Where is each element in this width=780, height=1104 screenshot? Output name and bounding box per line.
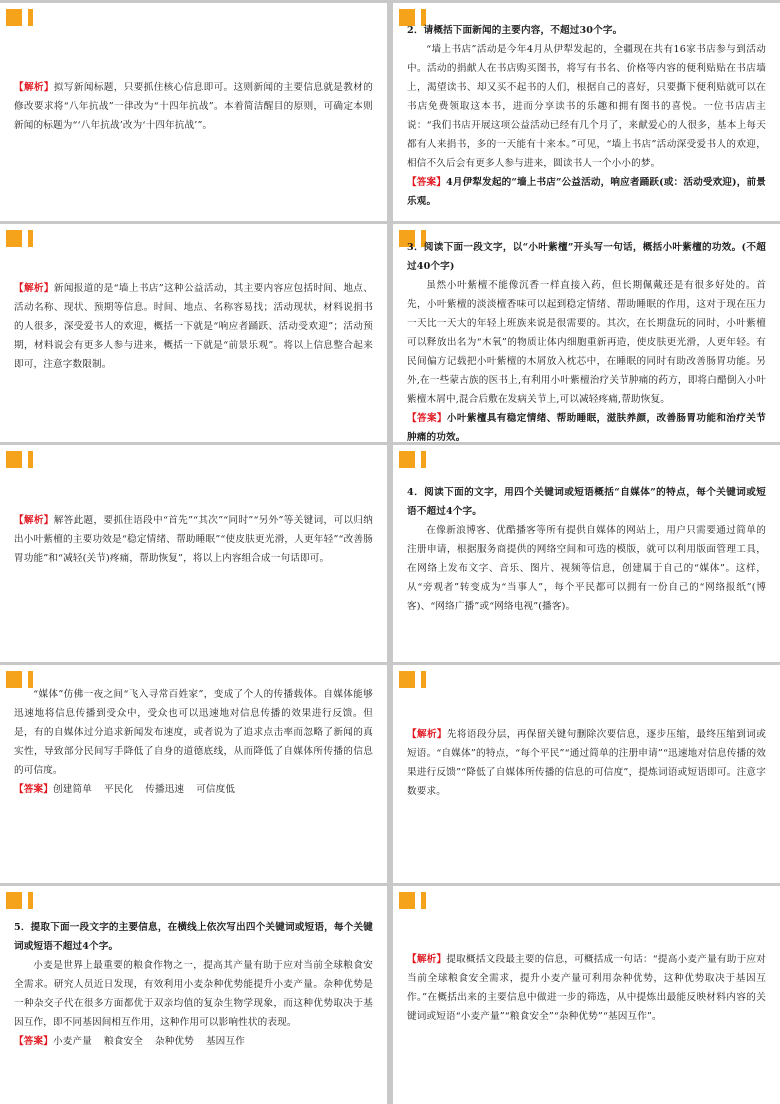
slide-9 [0,886,387,1104]
question-block [407,238,766,442]
slide-2 [393,3,780,221]
analysis-tag: 【解析】 [14,283,54,294]
answer-tag: 【答案】 [14,784,53,795]
analysis-block [407,950,766,1026]
answer-tag: 【答案】 [407,413,447,424]
analysis-block [14,279,373,374]
slide-10 [393,886,780,1104]
answer-tag: 【答案】 [14,1036,53,1047]
slide-3 [0,224,387,442]
analysis-text: 先将语段分层，再保留关键句删除次要信息，逐步压缩，最终压缩到词或短语。“自媒体”的特点，“每个平民”“通过简单的注册申请”“迅速地对信息传播的效果进行反馈”“降低了自媒体所传播的信息的可信度”，提炼词语或短语即可。注意字数要求。 [407,729,766,797]
question-block [14,918,373,1051]
answer-text: 4月伊犁发起的“墙上书店”公益活动，响应者踊跃(或：活动受欢迎)，前景乐观。 [407,177,766,207]
passage-block [14,685,373,799]
question-text: 5．提取下面一段文字的主要信息，在横线上依次写出四个关键词或短语，每个关键词或短语不超过4个字。 [14,922,373,952]
slide-5 [0,445,387,662]
answer-keyword: 平民化 [103,784,134,795]
passage-text: 小麦是世界上最重要的粮食作物之一，提高其产量有助于应对当前全球粮食安全需求。研究人员近日发现，有效利用小麦杂种优势能提升小麦产量。杂种优势是一种杂交子代在很多方面都优于双亲均值的复杂生物学现象，而这种优势取决于基因互作，即不同基因间相互作用，这种作用可以影响性状的表现。 [14,960,373,1028]
analysis-tag: 【解析】 [407,954,447,965]
analysis-tag: 【解析】 [14,515,54,526]
question-text: 3．阅读下面一段文字，以“小叶紫檀”开头写一句话，概括小叶紫檀的功效。(不超过40个字) [407,242,766,272]
analysis-block [14,78,373,135]
answer-keyword: 小麦产量 [52,1036,92,1047]
answer-line [14,1032,373,1051]
analysis-text: 解答此题，要抓住语段中“首先”“其次”“同时”“另外”等关键词，可以归纳出小叶紫檀的主要功效是“稳定情绪、帮助睡眠”“使皮肤更光滑，人更年轻”“改善肠胃功能”和“减轻(关节)疼痛，帮助恢复”，将以上内容组合成一句话即可。 [14,515,373,564]
answer-keyword: 基因互作 [205,1036,245,1047]
analysis-block [407,725,766,801]
analysis-tag: 【解析】 [14,82,54,93]
question-text: 4．阅读下面的文字，用四个关键词或短语概括“自媒体”的特点，每个关键词或短语不超过4个字。 [407,487,766,517]
answer-keyword: 传播迅速 [145,784,185,795]
answer-keyword: 粮食安全 [103,1036,143,1047]
slide-8 [393,665,780,883]
slide-7 [0,665,387,883]
passage-text: 在像新浪博客、优酷播客等所有提供自媒体的网站上，用户只需要通过简单的注册申请，根据服务商提供的网络空间和可选的模版，就可以利用版面管理工具，在网络上发布文字、音乐、图片、视频等信息，创建属于自己的“媒体”。这样，从“旁观者”转变成为“当事人”，每个平民都可以拥有一份自己的“网络报纸”(博客)、“网络广播”或“网络电视”(播客)。 [407,525,766,612]
answer-line [14,780,373,799]
answer-keyword: 可信度低 [196,784,236,795]
passage-text: “媒体”仿佛一夜之间“飞入寻常百姓家”，变成了个人的传播载体。自媒体能够迅速地将信息传播到受众中，受众也可以迅速地对信息传播的效果进行反馈。但是，有的自媒体过分追求新闻发布速度，或者说为了追求点击率而忽略了新闻的真实性，导致部分民间写手降低了自身的道德底线，从而降低了自媒体所传播的信息的可信度。 [14,689,373,776]
slide-4 [393,224,780,442]
question-block [407,21,766,211]
analysis-text: 拟写新闻标题，只要抓住核心信息即可。这则新闻的主要信息就是教材的修改要求将“八年抗战”一律改为“十四年抗战”。本着简洁醒目的原则，可确定本则新闻的标题为“‘八年抗战’改为‘十四年抗战’”。 [14,82,373,131]
question-text: 2．请概括下面新闻的主要内容，不超过30个字。 [407,25,623,36]
answer-keyword: 创建简单 [52,784,92,795]
analysis-tag: 【解析】 [407,729,447,740]
slide-6 [393,445,780,662]
answer-tag: 【答案】 [407,177,446,188]
analysis-text: 提取概括文段最主要的信息，可概括成一句话：“提高小麦产量有助于应对当前全球粮食安全需求，提升小麦产量可利用杂种优势，这种优势取决于基因互作。”在概括出来的主要信息中做进一步的筛选，从中提炼出最能反映材料内容的关键词或短语“小麦产量”“粮食安全”“杂种优势”“基因互作”。 [407,954,766,1022]
analysis-text: 新闻报道的是“墙上书店”这种公益活动，其主要内容应包括时间、地点、活动名称、现状、预期等信息。时间、地点、名称容易找；活动现状，材料说捐书的人很多，深受爱书人的欢迎，概括一下就是“响应者踊跃、活动受欢迎”；活动预期，材料说会有更多人参与进来，概括一下就是“前景乐观”。将以上信息整合起来即可，注意字数限制。 [14,283,373,370]
question-block [407,483,766,616]
passage-text: 虽然小叶紫檀不能像沉香一样直接入药，但长期佩戴还是有很多好处的。首先，小叶紫檀的淡淡檀香味可以起到稳定情绪、帮助睡眠的作用，这对于现在压力一天比一天大的年轻上班族来说是很需要的。其次，在长期盘玩的同时，小叶紫檀可以释放出名为“木氧”的物质让体内细胞重新再造，使皮肤更光滑，人更年轻。有民间偏方记载把小叶紫檀的木屑放入枕芯中，在睡眠的同时有助改善肠胃功能。另外,在一些蒙古族的医书上,有利用小叶紫檀治疗关节肿痛的药方，即将白醋倒入小叶紫檀木屑中,混合后敷在发病关节上,可以减轻疼痛,帮助恢复。 [407,280,766,405]
slide-1 [0,3,387,221]
answer-text: 小叶紫檀具有稳定情绪、帮助睡眠，滋肤养颜，改善肠胃功能和治疗关节肿痛的功效。 [407,413,766,442]
passage-text: “墙上书店”活动是今年4月从伊犁发起的，全疆现在共有16家书店参与到活动中。活动的捐献人在书店购买图书，将写有书名、价格等内容的便利贴贴在书店墙上，渴望读书、却又买不起书的人们，根据自己的喜好，只要撕下便利贴就可以在书店免费领取这本书，进而分享读书的乐趣和拥有图书的喜悦。一位书店店主说：“我们书店开展这项公益活动已经有几个月了，来献爱心的人很多，基本上每天都有人来捐书，多的一天能有十来本。”可见，“墙上书店”活动深受爱书人的欢迎，相信不久后会有更多人参与进来，圆读书人一个小小的梦。 [407,44,766,169]
analysis-block [14,511,373,568]
answer-keyword: 杂种优势 [154,1036,194,1047]
